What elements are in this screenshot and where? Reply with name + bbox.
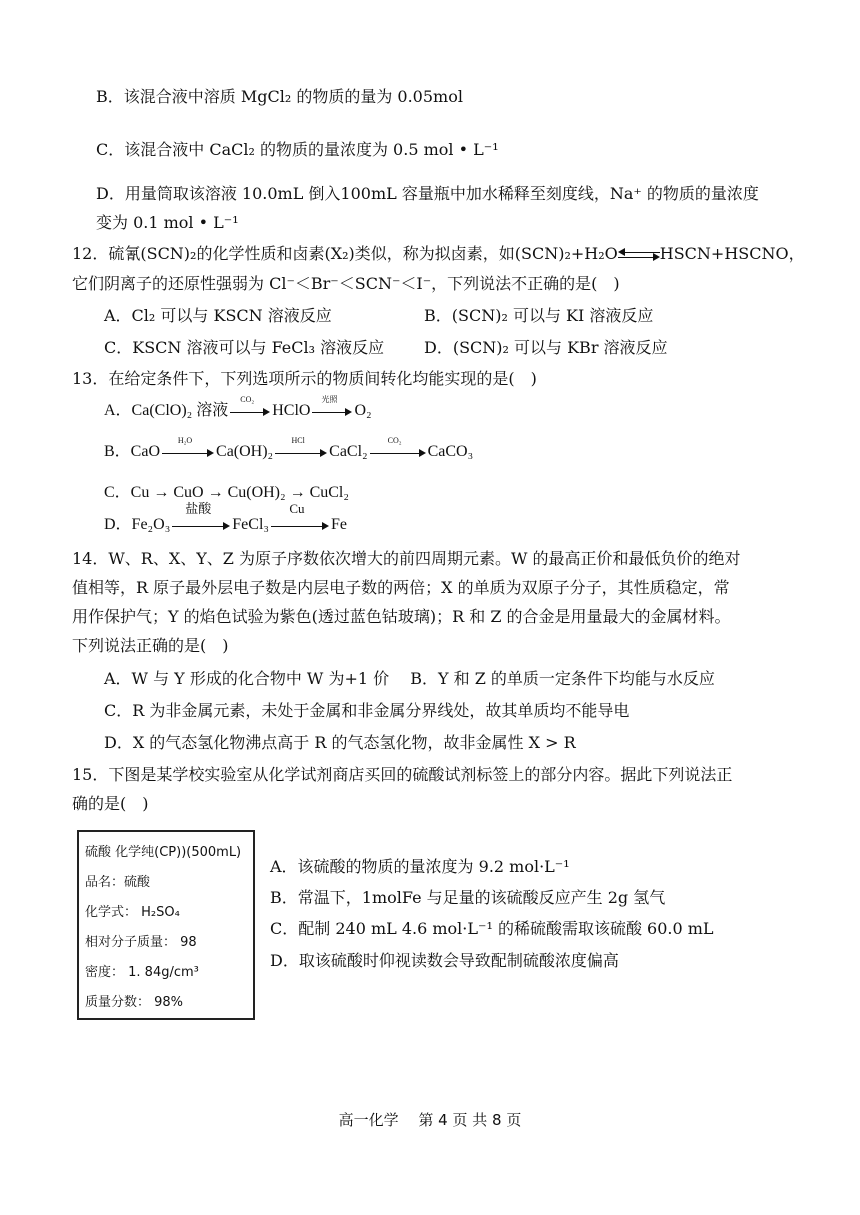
q12-stem-pre: 12．硫氰(SCN)₂的化学性质和卤素(X₂)类似，称为拟卤素，如(SCN)₂+H₂O	[72, 244, 618, 263]
q13-d-product: Fe	[330, 516, 347, 533]
equilibrium-arrow-icon	[618, 248, 660, 262]
q13-b-product: CaCO₃	[427, 443, 474, 460]
q15-option-b: B．常温下，1molFe 与足量的该硫酸反应产生 2g 氢气	[270, 888, 666, 907]
q13-a-condition1: CO₂	[240, 395, 255, 405]
q13-d-intermediate: FeCl₃	[232, 516, 269, 533]
reagent-label-name: 品名：硫酸	[85, 875, 151, 890]
q13-option-c: C．Cu → CuO → Cu(OH)₂ → CuCl₂	[104, 484, 349, 501]
q13-option-d	[104, 501, 347, 536]
q13-a-reactant: A．Ca(ClO)₂ 溶液	[104, 402, 229, 419]
q14-options-ab: A．W 与 Y 形成的化合物中 W 为+1 价 B．Y 和 Z 的单质一定条件下均能与水反应	[104, 669, 715, 688]
q13-b-intermediate1: Ca(OH)₂	[216, 443, 274, 460]
q13-b-intermediate2: CaCl₂	[329, 443, 368, 460]
q13-stem: 13．在给定条件下，下列选项所示的物质间转化均能实现的是( )	[72, 369, 537, 388]
q13-d-condition2: Cu	[289, 501, 305, 517]
q14-option-c: C．R 为非金属元素，未处于金属和非金属分界线处，故其单质均不能导电	[104, 701, 630, 720]
q11-option-c: C．该混合液中 CaCl₂ 的物质的量浓度为 0.5 mol • L⁻¹	[96, 140, 499, 159]
reagent-label-molar-mass: 相对分子质量： 98	[85, 935, 197, 950]
q13-d-reactant: D．Fe₂O₃	[104, 516, 171, 533]
q14-option-d: D．X 的气态氢化物沸点高于 R 的气态氢化物，故非金属性 X > R	[104, 733, 576, 752]
reagent-label-formula: 化学式： H₂SO₄	[85, 905, 180, 920]
q15-stem-line2: 确的是( )	[72, 794, 149, 813]
q13-option-b	[104, 436, 474, 463]
q12-stem-post: HSCN+HSCNO，	[659, 244, 805, 263]
reagent-label-density: 密度： 1. 84g/cm³	[85, 965, 199, 980]
q13-b-condition1: H₂O	[177, 436, 193, 446]
q15-option-c: C．配制 240 mL 4.6 mol·L⁻¹ 的稀硫酸需取该硫酸 60.0 mL	[270, 919, 714, 938]
q13-b-condition3: CO₂	[387, 436, 402, 446]
q13-d-condition1: 盐酸	[185, 501, 212, 517]
q15-option-d: D．取该硫酸时仰视读数会导致配制硫酸浓度偏高	[270, 951, 619, 970]
q13-a-intermediate: HClO	[272, 402, 311, 419]
q12-stem-line2: 它们阴离子的还原性强弱为 Cl⁻＜Br⁻＜SCN⁻＜I⁻，下列说法不正确的是( )	[72, 274, 620, 293]
q12-option-a: A．Cl₂ 可以与 KSCN 溶液反应	[104, 306, 332, 325]
q12-option-c: C．KSCN 溶液可以与 FeCl₃ 溶液反应	[104, 338, 385, 357]
q13-a-condition2: 光照	[321, 395, 338, 405]
reagent-label-title: 硫酸 化学纯(CP))(500mL)	[85, 845, 242, 860]
q11-option-d-line1: D．用量筒取该溶液 10.0mL 倒入100mL 容量瓶中加水稀释至刻度线，Na⁺ 的物质的量浓度	[96, 184, 759, 203]
q13-option-a	[104, 395, 372, 422]
q11-option-d-line2: 变为 0.1 mol • L⁻¹	[96, 213, 239, 232]
q11-option-b: B．该混合液中溶质 MgCl₂ 的物质的量为 0.05mol	[96, 87, 463, 106]
reagent-label	[77, 830, 255, 1020]
page-footer: 高一化学 第 4 页 共 8 页	[338, 1111, 522, 1129]
q13-a-product: O₂	[354, 402, 372, 419]
q14-stem-line3: 用作保护气；Y 的焰色试验为紫色(透过蓝色钴玻璃)；R 和 Z 的合金是用量最大的金属材料。	[72, 607, 731, 626]
q12-stem-line1	[72, 243, 805, 265]
q13-b-condition2: HCl	[291, 436, 305, 446]
q14-stem-line1: 14．W、R、X、Y、Z 为原子序数依次增大的前四周期元素。W 的最高正价和最低负价的绝对	[72, 549, 741, 568]
q15-stem-line1: 15．下图是某学校实验室从化学试剂商店买回的硫酸试剂标签上的部分内容。据此下列说法正	[72, 765, 733, 784]
q12-option-d: D．(SCN)₂ 可以与 KBr 溶液反应	[424, 338, 668, 357]
q12-option-b: B．(SCN)₂ 可以与 KI 溶液反应	[424, 306, 654, 325]
q14-stem-line2: 值相等，R 原子最外层电子数是内层电子数的两倍；X 的单质为双原子分子，其性质稳定，常	[72, 578, 730, 597]
q13-b-reactant: B．CaO	[104, 443, 161, 460]
q15-option-a: A．该硫酸的物质的量浓度为 9.2 mol·L⁻¹	[270, 857, 570, 876]
reagent-label-mass-fraction: 质量分数： 98%	[85, 995, 184, 1010]
q14-stem-line4: 下列说法正确的是( )	[72, 636, 229, 655]
